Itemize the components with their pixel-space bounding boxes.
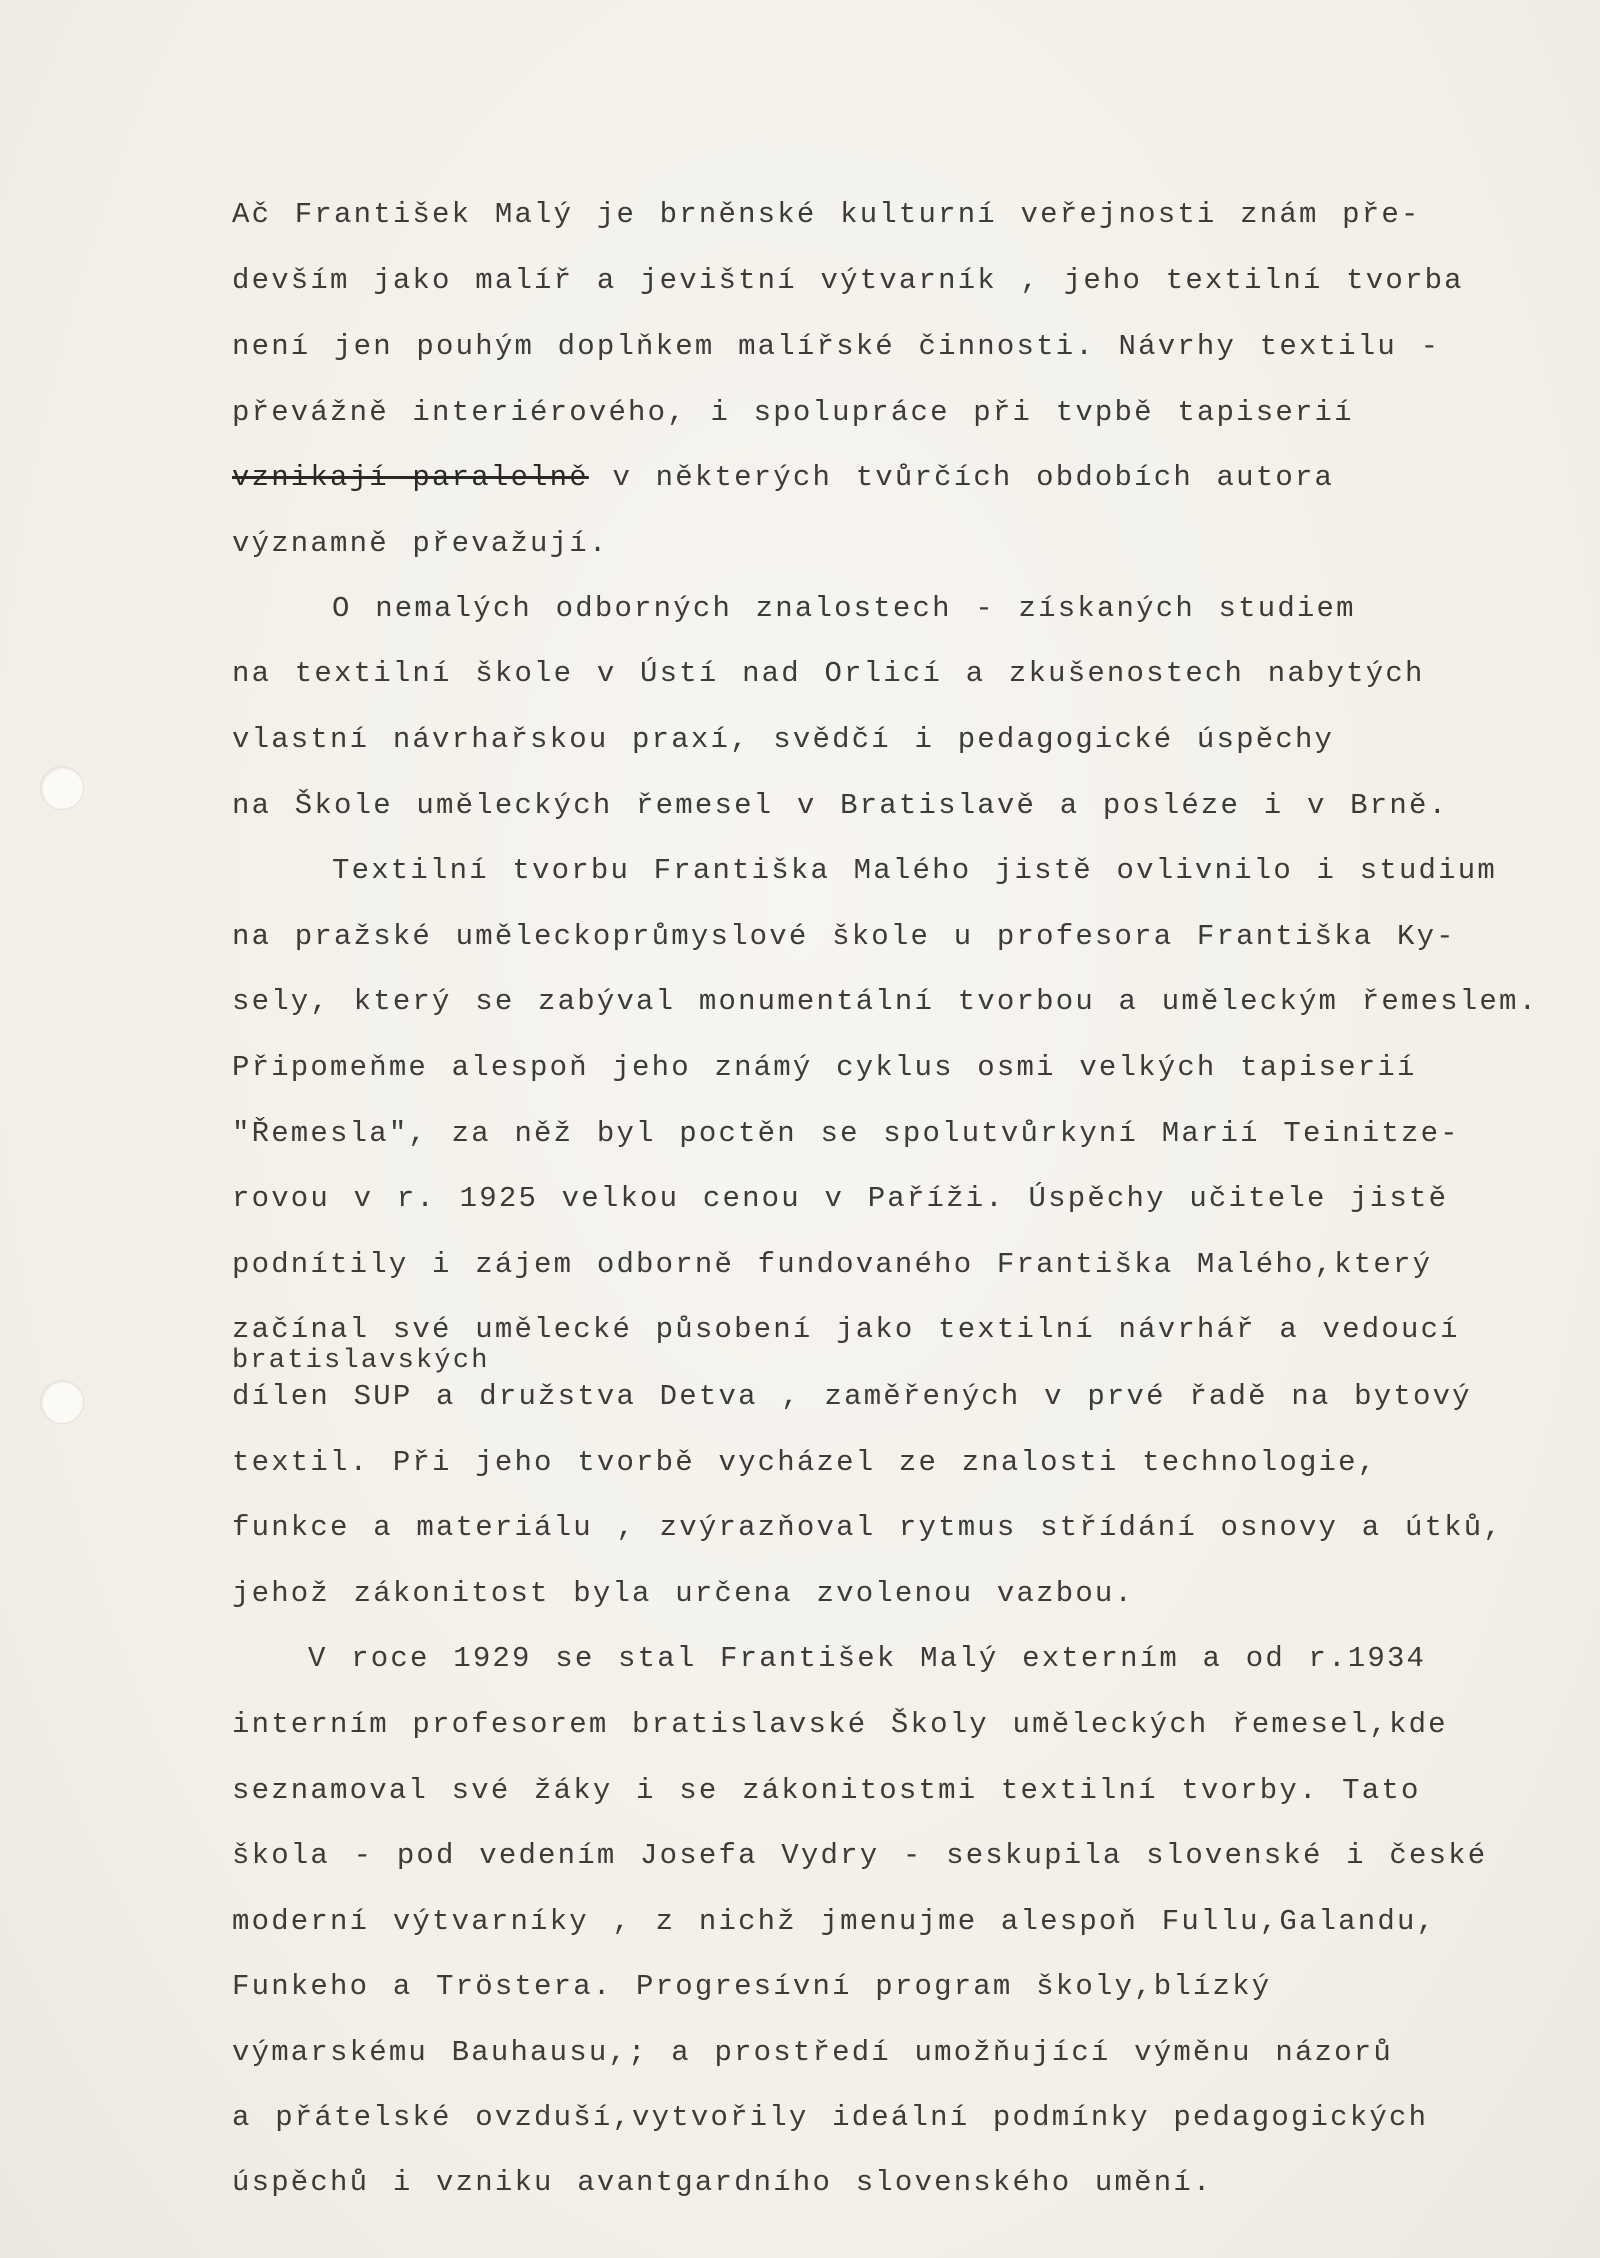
text-line: funkce a materiálu , zvýrazňoval rytmus střídání osnovy a útků,	[232, 1511, 1503, 1544]
text-line: rovou v r. 1925 velkou cenou v Paříži. Úspěchy učitele jistě	[232, 1182, 1449, 1215]
text-line: výmarskému Bauhausu,; a prostředí umožňující výměnu názorů	[232, 2036, 1393, 2069]
struck-through-text: vznikají paralelně	[232, 461, 589, 494]
text-line: na Škole uměleckých řemesel v Bratislavě a posléze i v Brně.	[232, 789, 1449, 822]
text-span: v některých tvůrčích obdobích autora	[588, 461, 1335, 494]
text-line: textil. Při jeho tvorbě vycházel ze znalosti technologie,	[232, 1446, 1378, 1479]
punch-hole	[40, 766, 84, 810]
text-line: devším jako malíř a jevištní výtvarník , jeho textilní tvorba	[232, 264, 1464, 297]
text-line: převážně interiérového, i spolupráce při tvpbě tapiserií	[232, 396, 1354, 429]
paragraph-first-line: Textilní tvorbu Františka Malého jistě ovlivnilo i studium	[332, 854, 1497, 887]
text-line	[232, 461, 1334, 494]
text-line: podnítily i zájem odborně fundovaného Františka Malého,který	[232, 1248, 1433, 1281]
text-line: úspěchů i vzniku avantgardního slovenského umění.	[232, 2166, 1213, 2199]
text-line: "Řemesla", za něž byl poctěn se spolutvůrkyní Marií Teinitze-	[232, 1117, 1460, 1150]
text-line: na pražské uměleckoprůmyslové škole u profesora Františka Ky-	[232, 920, 1456, 953]
text-line: a přátelské ovzduší,vytvořily ideální podmínky pedagogických	[232, 2101, 1429, 2134]
text-line: na textilní škole v Ústí nad Orlicí a zkušenostech nabytých	[232, 657, 1425, 690]
text-line: škola - pod vedením Josefa Vydry - seskupila slovenské i české	[232, 1839, 1488, 1872]
paragraph-first-line: O nemalých odborných znalostech - získaných studiem	[332, 592, 1356, 625]
text-line: významně převažují.	[232, 527, 609, 560]
text-line: bratislavských	[232, 1346, 490, 1376]
text-line: Připomeňme alespoň jeho známý cyklus osmi velkých tapiserií	[232, 1051, 1417, 1084]
text-line: jehož zákonitost byla určena zvolenou vazbou.	[232, 1577, 1135, 1610]
text-line: není jen pouhým doplňkem malířské činnosti. Návrhy textilu -	[232, 330, 1441, 363]
punch-hole	[40, 1380, 84, 1424]
text-line: Ač František Malý je brněnské kulturní veřejnosti znám pře-	[232, 198, 1421, 231]
paragraph-first-line: V roce 1929 se stal František Malý externím a od r.1934	[308, 1642, 1427, 1675]
text-line: začínal své umělecké působení jako textilní návrhář a vedoucí	[232, 1313, 1460, 1346]
text-line: Funkeho a Tröstera. Progresívní program školy,blízký	[232, 1970, 1272, 2003]
text-line: dílen SUP a družstva Detva , zaměřených v prvé řadě na bytový	[232, 1380, 1472, 1413]
text-line: sely, který se zabýval monumentální tvorbou a uměleckým řemeslem.	[232, 985, 1539, 1018]
text-line: seznamoval své žáky i se zákonitostmi textilní tvorby. Tato	[232, 1774, 1421, 1807]
text-line: moderní výtvarníky , z nichž jmenujme alespoň Fullu,Galandu,	[232, 1905, 1437, 1938]
text-line: interním profesorem bratislavské Školy uměleckých řemesel,kde	[232, 1708, 1448, 1741]
text-line: vlastní návrhařskou praxí, svědčí i pedagogické úspěchy	[232, 723, 1335, 756]
